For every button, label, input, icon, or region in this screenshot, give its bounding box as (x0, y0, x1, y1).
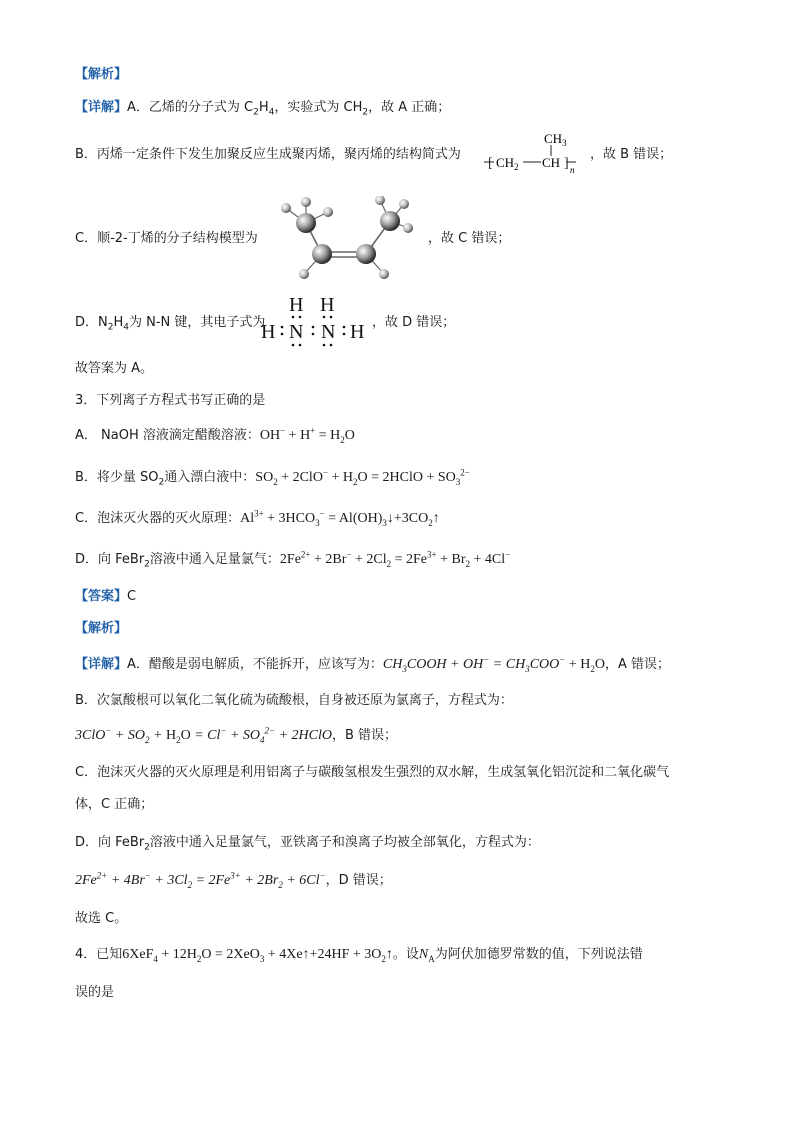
q3-option-a-label: A． NaOH 溶液滴定醋酸溶液： (75, 428, 260, 443)
carbon-atom (380, 211, 400, 231)
hydrogen-atom (301, 197, 311, 207)
q2-c-tail: ，故 C 错误； (428, 231, 511, 246)
hydrogen-atom (379, 269, 389, 279)
q3-explanation-d: D．向 FeBr$_2$溶液中通入足量氯气，亚铁离子和溴离子均被全部氧化，方程式为： (75, 835, 540, 853)
q3-option-d-label: D．向 FeBr (75, 552, 145, 567)
chain-ch2: $CH_2$ (496, 155, 519, 172)
answer-tag: 【答案】 (75, 589, 128, 604)
detail-tag-q3: 【详解】 (75, 657, 128, 672)
carbon-atom (356, 244, 376, 264)
hydrogen-atom (281, 203, 291, 213)
hydrogen-atom (399, 199, 409, 209)
q3-exp-d-text1: D．向 FeBr (75, 835, 145, 850)
q2-c-text: C．顺-2-丁烯的分子结构模型为 (75, 231, 258, 246)
q3-option-b-label2: 通入漂白液中： (164, 470, 256, 485)
q2-explanation-a: 【详解】A．乙烯的分子式为 $C_2H_4$，实验式为 $CH_2$，故 A 正确； (75, 100, 451, 118)
analysis-tag-1: 【解析】 (75, 67, 128, 82)
q3-option-d: D．向 FeBr$_2$溶液中通入足量氯气：$2Fe^{2+} + 2Br^- + 2Cl_2 = 2Fe^{3+} + Br_2 + 4Cl^-$ (75, 549, 511, 570)
hydrazine-electron-formula (258, 292, 370, 352)
q3-option-b: B．将少量 $SO_2$通入漂白液中：$SO_2 + 2ClO^- + H_2O$ = 2HClO + $SO_3^{2-}$ (75, 467, 470, 488)
q2-b-text: B．丙烯一定条件下发生加聚反应生成聚丙烯，聚丙烯的结构简式为 (75, 147, 461, 162)
q2-explanation-d: D．$N_2H_4$为 N-N 键，其电子式为 (75, 315, 266, 333)
q3-exp-b-tail: ，B 错误； (332, 728, 398, 743)
h-top-left: H (289, 294, 304, 316)
hydrogen-atom (403, 223, 413, 233)
q3-explanation-b: B．次氯酸根可以氧化二氧化硫为硫酸根，自身被还原为氯离子，方程式为： (75, 693, 513, 708)
q4-stem: 4．已知$6XeF_4 + 12H_2O = 2XeO_3$ + 4Xe↑+24HF + $3O_2↑$。设$N_A$为阿伏加德罗常数的值，下列说法错 (75, 947, 643, 964)
q3-option-a: A． NaOH 溶液滴定醋酸溶液：$OH^- + H^+ = H_2O$ (75, 425, 355, 445)
h-top-right: H (320, 294, 335, 316)
polypropylene-formula (484, 128, 588, 176)
q3-explanation-a: 【详解】A．醋酸是弱电解质，不能拆开，应该写为：$CH_3COOH + OH^- = CH_3COO^- + H_2O$，A 错误； (75, 654, 671, 674)
q2-a-text2: ，实验式为 CH (274, 100, 363, 115)
n-right: N (321, 321, 336, 343)
hydrogen-atom (299, 269, 309, 279)
n-left: N (289, 321, 304, 343)
h-left: H (261, 321, 276, 343)
q3-stem: 3．下列离子方程式书写正确的是 (75, 393, 266, 408)
q2-b-tail: ，故 B 错误； (590, 147, 673, 162)
answer-value: C (127, 589, 137, 604)
q2-d-text3: 为 N-N 键，其电子式为 (129, 315, 266, 330)
analysis-tag-2: 【解析】 (75, 621, 128, 636)
q3-option-c-label: C．泡沫灭火器的灭火原理： (75, 511, 241, 526)
q3-explanation-c-2: 体，C 正确； (75, 797, 154, 812)
q4-stem-1: 4．已知 (75, 947, 123, 962)
q2-a-text: A．乙烯的分子式为 C (127, 100, 254, 115)
q2-d-text2: H (113, 315, 124, 330)
q2-d-text1: D．N (75, 315, 108, 330)
q3-exp-a-text: A．醋酸是弱电解质，不能拆开，应该写为： (127, 657, 383, 672)
q4-stem-cont: 误的是 (75, 985, 115, 1000)
chain-ch: CH (542, 155, 561, 170)
carbon-atom (296, 213, 316, 233)
q3-explanation-c-1: C．泡沫灭火器的灭火原理是利用铝离子与碳酸氢根发生强烈的双水解，生成氢氧化铝沉淀和二氧化碳气 (75, 765, 670, 780)
q3-exp-a-tail: ，A 错误； (604, 657, 671, 672)
q2-a-text3: ，故 A 正确； (368, 100, 451, 115)
q4-stem-3: 为阿伏加德罗常数的值，下列说法错 (434, 947, 643, 962)
detail-tag-text: 【详解】 (75, 100, 128, 115)
hydrogen-atom (323, 207, 333, 217)
h-right: H (350, 321, 365, 343)
subscript-n: n (570, 165, 575, 175)
carbon-atom (312, 244, 332, 264)
q2-conclusion: 故答案为 A。 (75, 361, 154, 376)
q3-conclusion: 故选 C。 (75, 911, 128, 926)
ch3-label: $CH_3$ (544, 131, 567, 148)
svg-text:]: ] (564, 156, 569, 171)
q2-d-tail: ，故 D 错误； (372, 315, 456, 330)
cis-2-butene-ball-model (270, 196, 420, 286)
q2-explanation-c (75, 230, 258, 248)
q3-explanation-b-equation: $3ClO^- + SO_2 + H_2O = Cl^- + SO_4^{2-}$ + 2HClO，B 错误； (75, 725, 398, 745)
q3-option-b-label: B．将少量 SO (75, 470, 159, 485)
q2-explanation-b (75, 146, 461, 164)
svg-text:[: [ (488, 156, 493, 171)
q3-exp-d-tail: ，D 错误； (325, 873, 392, 888)
q4-stem-2: 。设 (392, 947, 419, 962)
q3-option-d-label2: 溶液中通入足量氯气： (149, 552, 280, 567)
hydrogen-atom (375, 196, 385, 205)
q3-explanation-d-equation: $2Fe^{2+} + 4Br^- + 3Cl_2 = 2Fe^{3+} + 2Br_2 + 6Cl^-$，D 错误； (75, 870, 392, 890)
q3-answer (75, 588, 136, 606)
q3-option-c: C．泡沫灭火器的灭火原理：$Al^{3+} + 3HCO_3^-$ = $Al(OH)_3↓+3CO_2↑$ (75, 508, 440, 528)
q3-exp-d-text2: 溶液中通入足量氯气，亚铁离子和溴离子均被全部氧化，方程式为： (149, 835, 540, 850)
